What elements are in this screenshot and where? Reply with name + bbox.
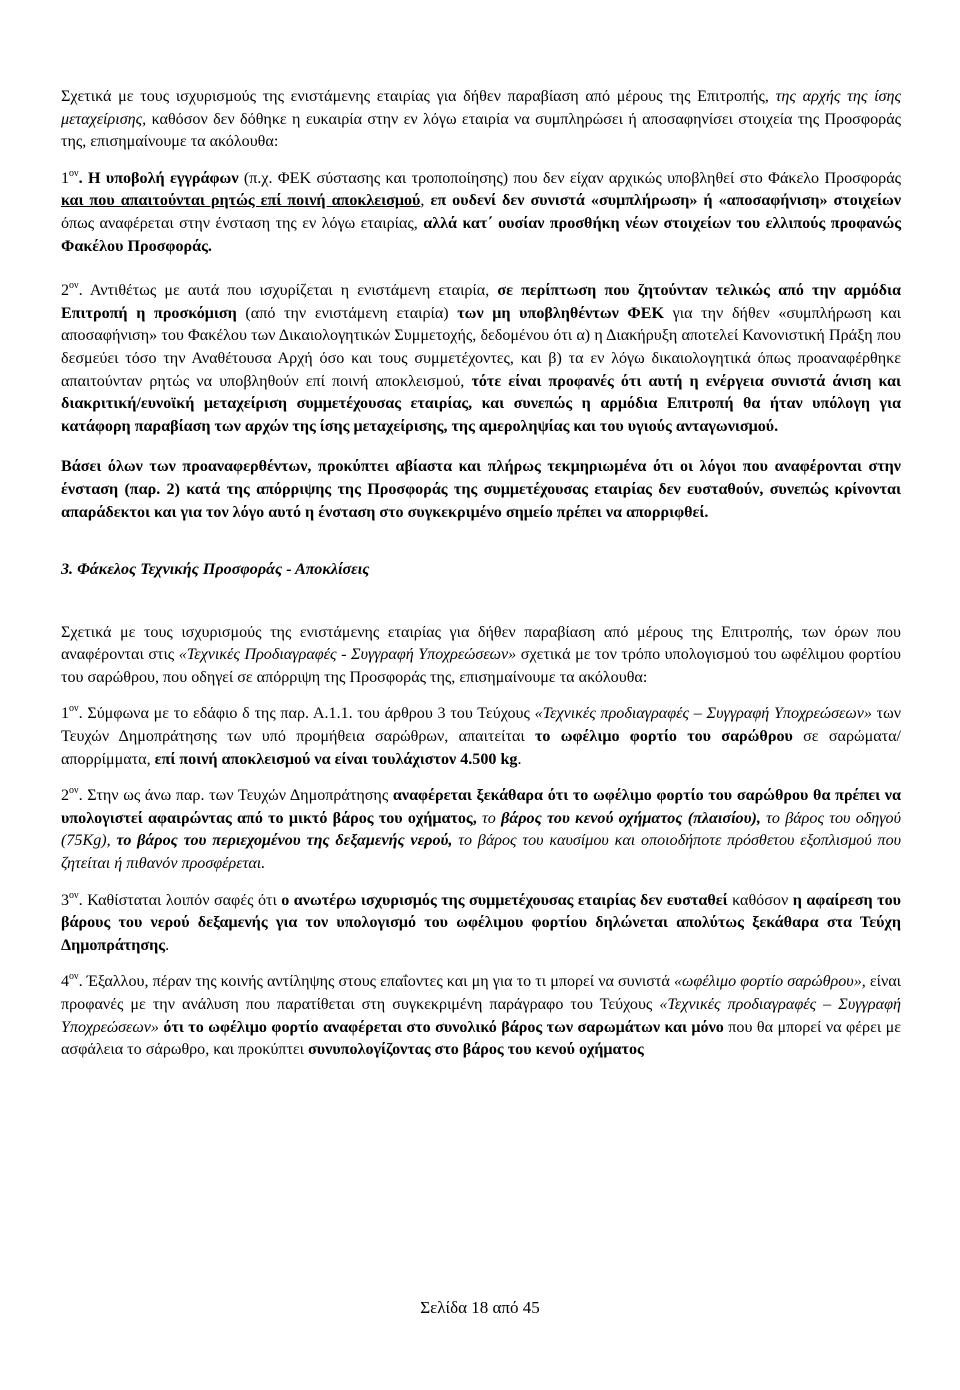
text-run: για την δήθεν «συμπλήρωση και αποσαφήνιση» του Φακέλου των Δικαιολογητικών Συμμετοχής, δεδομένου ότι α) η Διακήρυξη αποτελεί Κανονιστική Πράξη που δεσμεύει τόσο την Αναθέτουσα Αρχή όσο και τους συμμετέχοντες, και β) τα εν λόγω δικαιολογητικά όπως προαναφέρθηκε απαιτούνταν ρητώς να υποβληθούν επί ποινή αποκλεισμού, (61, 304, 901, 390)
italic-run: «ωφέλιμο φορτίο σαρώθρου» (673, 973, 862, 991)
bold-italic-run: το βάρος του περιεχομένου της δεξαμενής νερού, (116, 832, 453, 850)
point-2-paragraph (61, 280, 901, 438)
ordinal-suffix: ον (69, 785, 79, 797)
text-run: . (517, 750, 522, 768)
text-run: , είναι προφανές με την ανάλυση που παρατίθεται στη συγκεκριμένη παράγραφο του Τεύχους (61, 973, 901, 1013)
text-run: . Καθίσταται λοιπόν σαφές ότι (78, 891, 282, 909)
section-heading (61, 559, 901, 582)
ordinal-suffix: ον (69, 703, 79, 715)
ordinal-suffix: ον (69, 280, 79, 292)
bold-run: των μη υποβληθέντων ΦΕΚ (457, 304, 665, 322)
bold-run: η αφαίρεση του βάρους του νερού δεξαμενής για τον υπολογισμό του ωφέλιμου φορτίου δηλώνεται απολύτως ξεκάθαρα στα Τεύχη Δημοπράτησης (61, 891, 901, 954)
italic-run: της αρχής της ίσης μεταχείρισης, (61, 88, 902, 128)
ordinal-suffix: ον (69, 971, 79, 983)
bold-run: αναφέρεται ξεκάθαρα ότι το ωφέλιμο φορτίο του σαρώθρου θα πρέπει να υπολογιστεί αφαιρώντας από το μικτό βάρος του οχήματος, (61, 787, 901, 827)
bold-run: επί ποινή αποκλεισμού να είναι τουλάχιστον 4.500 kg (154, 750, 518, 768)
text-run: που θα μπορεί να φέρει με ασφάλεια το σάρωθρο, και προκύπτει (61, 1018, 901, 1059)
italic-run: το βάρος του καυσίμου και οποιοδήποτε πρόσθετου εξοπλισμού που ζητείται ή πιθανόν προσφέρεται. (61, 832, 902, 873)
italic-run: «Τεχνικές προδιαγραφές – Συγγραφή Υποχρεώσεων» (534, 705, 872, 723)
text-run: , (420, 192, 431, 210)
point-number: 1 (61, 169, 70, 187)
bold-run: αλλά κατ΄ ουσίαν προσθήκη νέων στοιχείων του ελλιπούς προφανώς Φακέλου Προσφοράς. (61, 214, 901, 255)
q4-paragraph (61, 971, 901, 1061)
text-run: . Σύμφωνα με το εδάφιο δ της παρ. Α.1.1. του άρθρου 3 του Τεύχους (78, 705, 535, 723)
bold-run: Βάσει όλων των προαναφερθέντων, προκύπτει αβίαστα και πλήρως τεκμηριωμένα ότι οι λόγοι που αναφέρονται στην ένσταση (παρ. 2) κατά της απόρριψης της Προσφοράς της συμμετέχουσας εταιρίας δεν ευσταθούν, συνεπώς κρίνονται απαράδεκτοι και για τον λόγο αυτό η ένσταση στο συγκεκριμένο σημείο πρέπει να απορριφθεί. (61, 458, 901, 521)
text-run: . Στην ως άνω παρ. των Τευχών Δημοπράτησης (78, 787, 393, 805)
point-number: 3 (61, 891, 70, 909)
italic-run: «Τεχνικές Προδιαγραφές - Συγγραφή Υποχρεώσεων» (178, 646, 517, 664)
italic-run: το (476, 809, 502, 827)
text-run: Σχετικά με τους ισχυρισμούς της ενιστάμενης εταιρίας για δήθεν παραβίαση από μέρους της Επιτροπής, (61, 88, 776, 105)
bold-run: επ ουδενί δεν συνιστά «συμπλήρωση» ή «αποσαφήνιση» στοιχείων (430, 192, 902, 210)
document-page (61, 86, 901, 1062)
point-number: 4 (61, 973, 70, 991)
text-run: . Έξαλλου, πέραν της κοινής αντίληψης στους επαΐοντες και μη για το τι μπορεί να συνιστά (78, 973, 674, 991)
q3-paragraph (61, 890, 901, 958)
italic-run: «Τεχνικές προδιαγραφές – Συγγραφή Υποχρεώσεων» (61, 996, 901, 1036)
text-run: . Αντιθέτως με αυτά που ισχυρίζεται η ενιστάμενη εταιρία, (78, 282, 498, 300)
bold-run: . Η υποβολή εγγράφων (78, 169, 239, 187)
bold-run: τότε είναι προφανές ότι αυτή η ενέργεια συνιστά άνιση και διακριτική/ευνοϊκή μεταχείριση συμμετέχουσας εταιρίας, και συνεπώς η αρμόδια Επιτροπή θα ήταν υπόλογη για κατάφορη παραβίαση των αρχών της ίσης μεταχείρισης, της αμεροληψίας και του υγιούς ανταγωνισμού. (61, 372, 901, 435)
bold-run: συνυπολογίζοντας στο βάρος του κενού οχήματος (308, 1041, 644, 1059)
ordinal-suffix: ον (69, 167, 79, 179)
text-run: (π.χ. ΦΕΚ σύστασης και τροποποίησης) που δεν είχαν αρχικώς υποβληθεί στο Φάκελο Προσφοράς (238, 169, 901, 187)
point-number: 1 (61, 705, 70, 723)
text-run: καθόσον δεν δόθηκε η ευκαιρία στην εν λόγω εταιρία να συμπληρώσει ή αποσαφηνίσει στοιχεία της Προσφοράς της, επισημαίνουμε τα ακόλουθα: (61, 110, 901, 151)
text-run: σχετικά με τον τρόπο υπολογισμού του ωφέλιμου φορτίου του σαρώθρου, που οδηγεί σε απόρριψη της Προσφοράς της, επισημαίνουμε τα ακόλουθα: (61, 646, 901, 686)
bold-run: ότι το ωφέλιμο φορτίο αναφέρεται στο συνολικό βάρος των σαρωμάτων και μόνο (158, 1018, 724, 1036)
text-run: Σχετικά με τους ισχυρισμούς της ενιστάμενης εταιρίας για δήθεν παραβίαση από μέρους της Επιτροπής, των όρων που αναφέρονται στις (61, 623, 901, 664)
bold-italic-run: βάρος του κενού οχήματος (πλαισίου), (501, 809, 761, 827)
text-run: καθόσον (727, 891, 793, 909)
point-number: 2 (61, 282, 70, 300)
q1-paragraph (61, 703, 901, 771)
bold-run: το ωφέλιμο φορτίο του σαρώθρου (535, 728, 793, 746)
text-run: (από την ενιστάμενη εταιρία) (236, 304, 458, 322)
italic-run: το βάρος του οδηγού (75Kg), (61, 809, 901, 850)
bold-run: σε περίπτωση που ζητούνταν τελικώς από την αρμόδια Επιτροπή η προσκόμιση (61, 282, 901, 322)
conclusion-paragraph (61, 456, 901, 524)
text-run: όπως αναφέρεται στην ένσταση της εν λόγω εταιρίας, (61, 214, 424, 232)
section-title: 3. Φάκελος Τεχνικής Προσφοράς - Αποκλίσεις (61, 561, 370, 579)
intro2-paragraph (61, 622, 901, 690)
intro-paragraph (61, 86, 901, 154)
point-1-paragraph (61, 168, 901, 258)
text-run: των Τευχών Δημοπράτησης των υπό προμήθεια σαρώθρων, απαιτείται (61, 705, 901, 746)
point-number: 2 (61, 787, 70, 805)
bold-underlined-run: και που απαιτούνται ρητώς επί ποινή αποκλεισμού (61, 192, 421, 210)
text-run: σε σαρώματα/απορρίμματα, (61, 728, 902, 768)
bold-run: ο ανωτέρω ισχυρισμός της συμμετέχουσας εταιρίας δεν ευσταθεί (281, 891, 728, 909)
page-footer: Σελίδα 18 από 45 (420, 1298, 540, 1317)
text-run: . (165, 936, 170, 954)
q2-paragraph (61, 785, 901, 875)
ordinal-suffix: ον (69, 889, 79, 901)
